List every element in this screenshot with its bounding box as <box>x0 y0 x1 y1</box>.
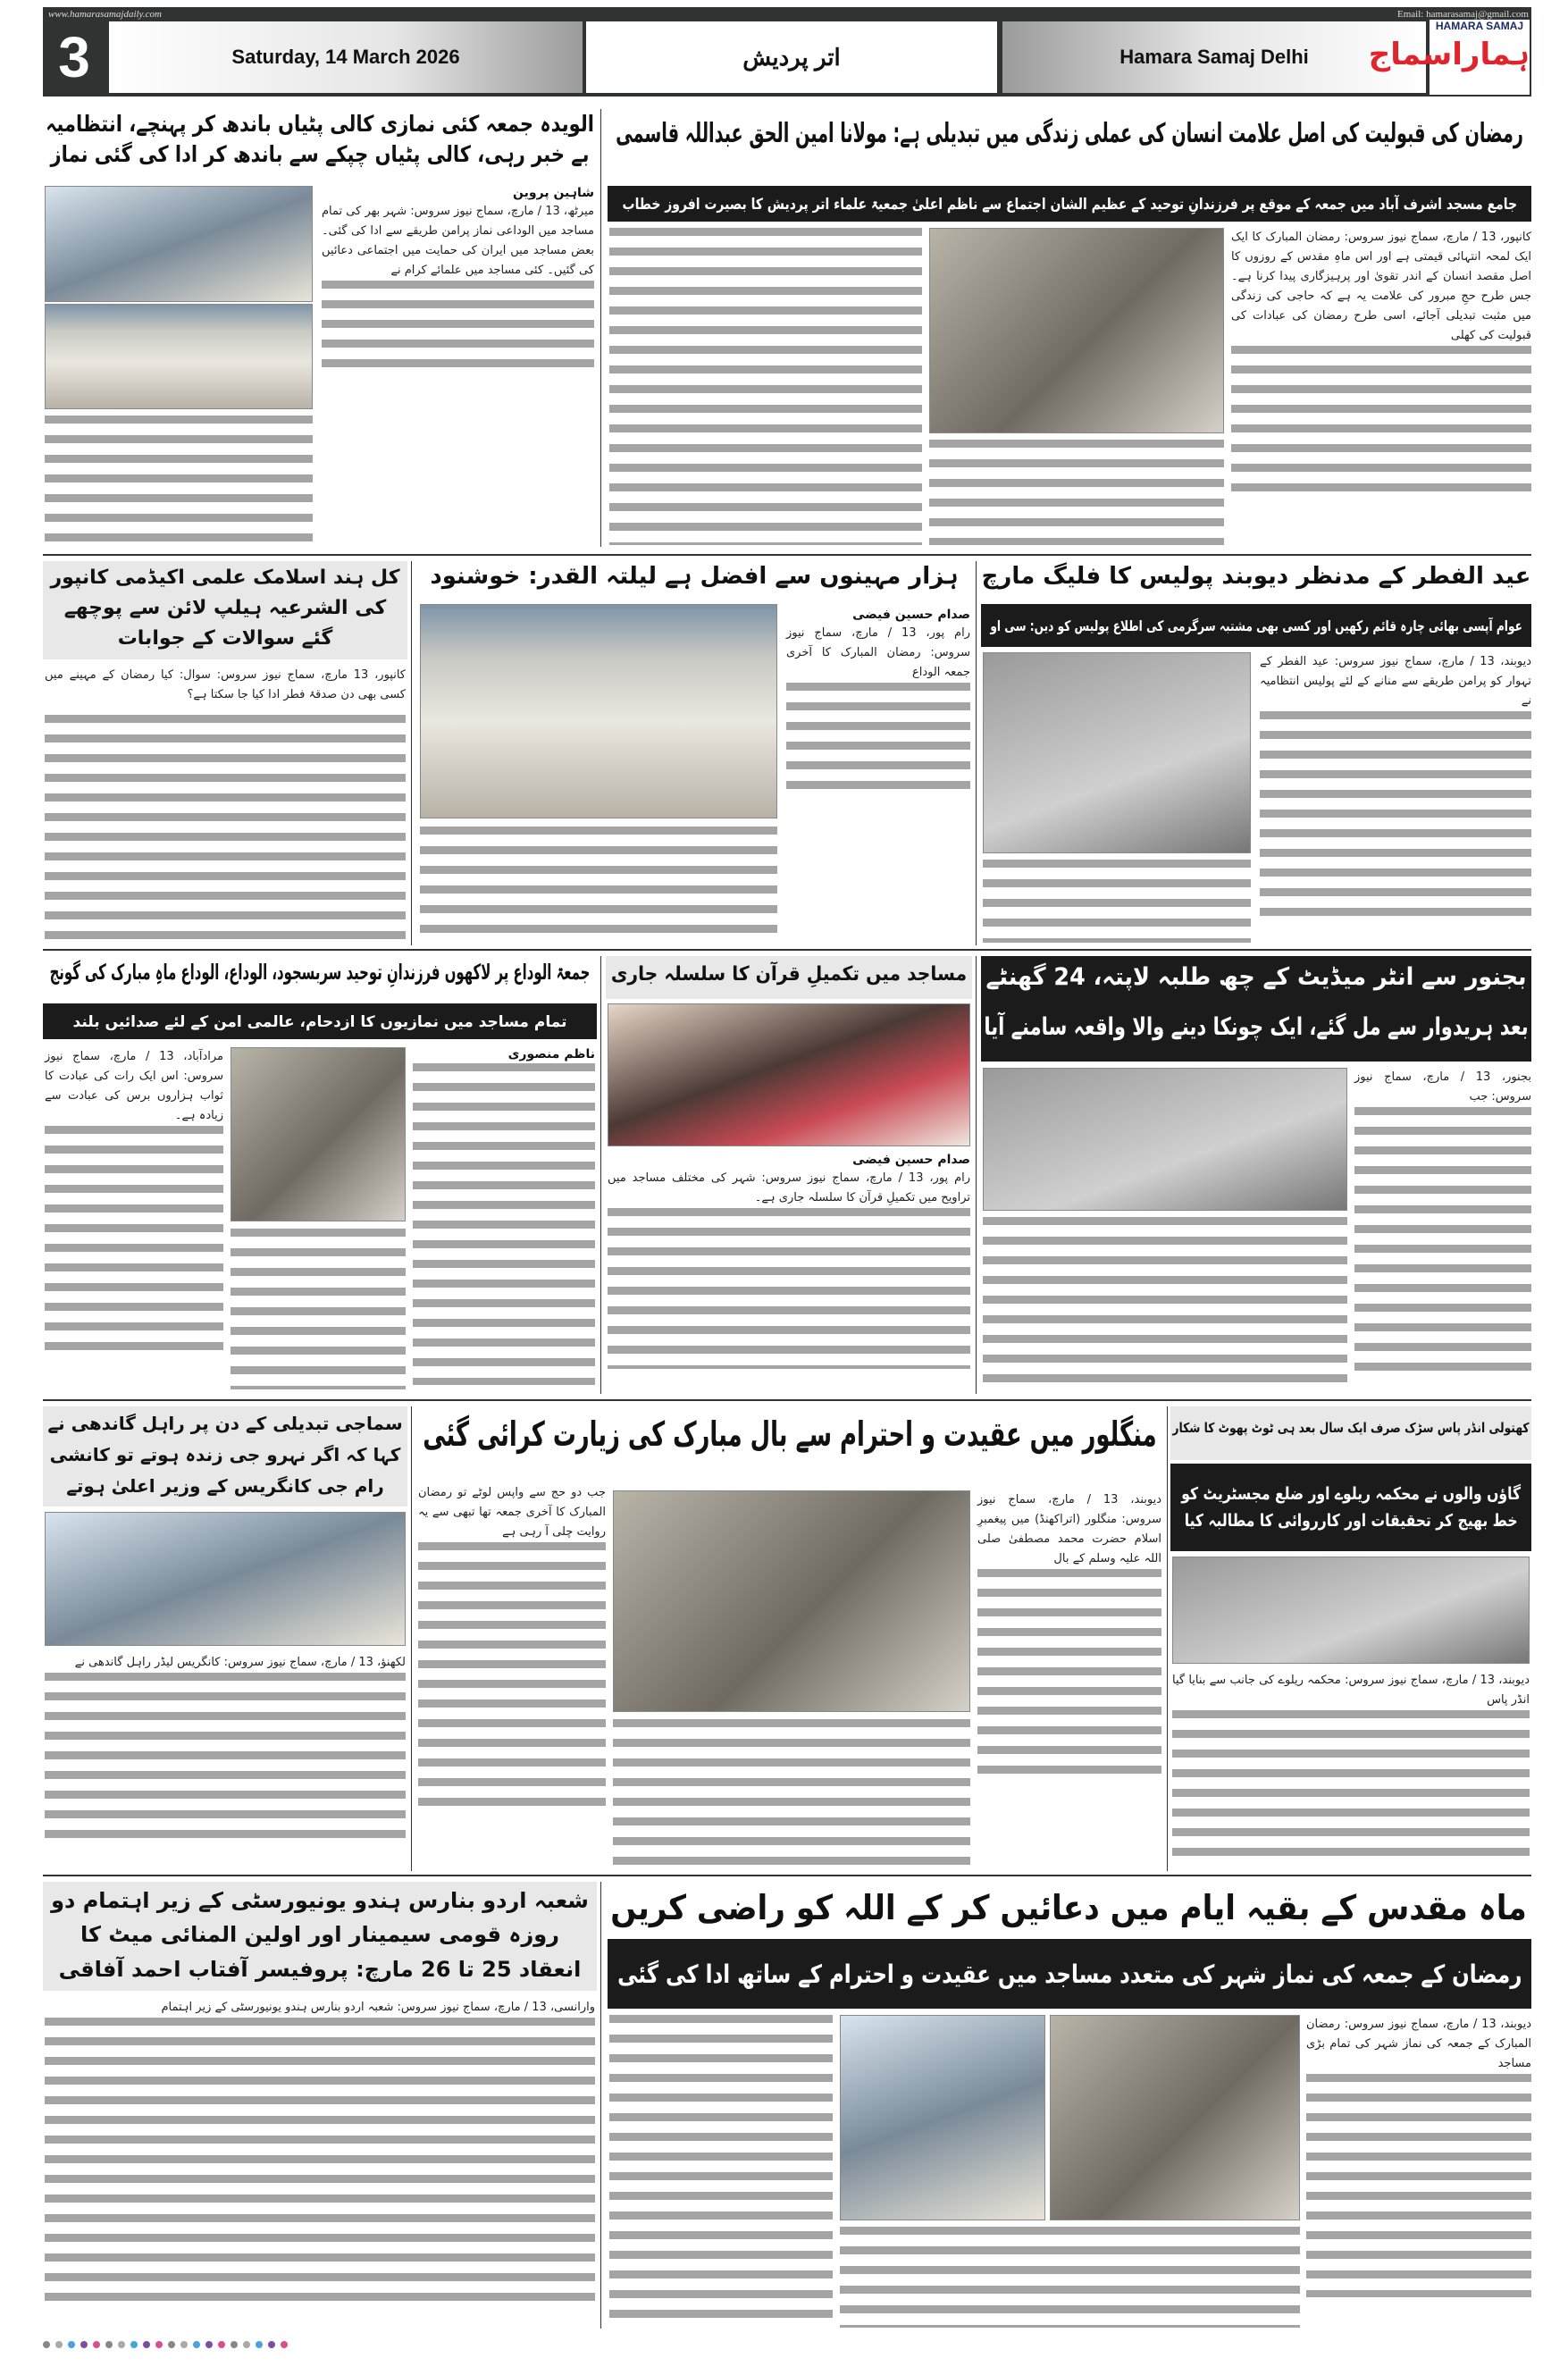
section-title: اتر پردیش <box>586 21 997 93</box>
headline-rahul-gandhi: سماجی تبدیلی کے دن پر راہل گاندھی نے کہا کہ اگر نہرو جی زندہ ہوتے تو کانشی رام جی کانگریس کے وزیر اعلیٰ ہوتے <box>47 1413 403 1497</box>
email-address[interactable]: Email: hamarasamaj@gmail.com <box>1397 9 1529 20</box>
column-divider <box>411 561 412 945</box>
story-lead: رام پور، 13 / مارچ، سماج نیوز سروس: شہر کی مختلف مساجد میں تراویح میں تکمیلِ قرآن کا سلسلہ جاری ہے۔ <box>608 1171 971 1204</box>
story-rahul-body <box>45 1653 406 1842</box>
story-text <box>418 1542 606 1810</box>
headline-bijnor-1: بجنور سے انٹر میڈیٹ کے چھ طلبہ لاپتہ، 24 گھنٹے <box>985 963 1527 991</box>
photo-worshippers <box>45 304 313 409</box>
headline-bhu-seminar: شعبہ اردو بنارس ہندو یونیورسٹی کے زیر اہتمام دو روزہ قومی سیمینار اور اولین المنائی میٹ کا انعقاد 25 تا 26 مارچ: پروفیسر آفتاب احمد آفاقی <box>51 1888 589 1982</box>
logo-english: HAMARA SAMAJ <box>1435 20 1524 32</box>
byline: شاہین پروین <box>513 186 594 200</box>
photo-rahul-gandhi <box>45 1512 406 1646</box>
story-manglaur-col <box>418 1483 606 1810</box>
photo-children-praying <box>1050 2015 1300 2220</box>
story-text <box>231 1229 406 1389</box>
story-lead: دیوبند، 13 / مارچ، سماج نیوز سروس: منگلور (اتراکھنڈ) میں پیغمبرِ اسلام حضرت محمد مصطفیٰ صلی اللہ علیہ وسلم کے بال <box>977 1493 1161 1565</box>
story-lead: لکھنؤ، 13 / مارچ، سماج نیوز سروس: کانگریس لیڈر راہل گاندھی نے <box>74 1656 406 1669</box>
story-text <box>609 228 922 545</box>
headline-ramadan-qasmi: رمضان کی قبولیت کی اصل علامت انسان کی عملی زندگی میں تبدیلی ہے: مولانا امین الحق عبداللہ قاسمی <box>616 118 1523 149</box>
subhead-ramadan-qasmi: جامع مسجد اشرف آباد میں جمعہ کے موقع پر فرزندانِ توحید کے عظیم الشان اجتماع سے ناظم اعلیٰ جمعیۃ علماء اتر پردیش کا بصیرت افروز خطاب <box>622 195 1517 214</box>
story-laylatul-body <box>786 608 970 799</box>
subhead-box <box>608 186 1531 222</box>
kicker-khatauli: کھتولی انڈر پاس سڑک صرف ایک سال بعد ہی ٹوٹ پھوٹ کا شکار <box>1172 1420 1530 1436</box>
headline-jumatul-wida: جمعۃ الوداع پر لاکھوں فرزندانِ توحید سربسجود، الوداع، الوداع ماہِ مبارک کی گونج <box>49 960 591 985</box>
subhead-jumatul-wida: تمام مساجد میں نمازیوں کا ازدحام، عالمی امن کے لئے صدائیں بلند <box>72 1012 567 1031</box>
newspaper-logo <box>1368 20 1530 95</box>
headline-khatauli: گاؤں والوں نے محکمہ ریلوے اور ضلع مجسٹریٹ کو خط بھیج کر تحقیقات اور کارروائی کا مطالبہ کیا <box>1181 1483 1521 1531</box>
story-text <box>420 827 777 943</box>
story-text <box>929 440 1224 545</box>
story-lead: بجنور، 13 / مارچ، سماج نیوز سروس: جب <box>1354 1070 1531 1104</box>
column-divider <box>976 956 977 1394</box>
story-text <box>1172 1710 1530 1862</box>
photo-jumma-congregation <box>420 604 777 818</box>
story-text <box>413 1063 595 1385</box>
row-divider <box>43 554 1531 556</box>
website-url[interactable]: www.hamarasamajdaily.com <box>48 9 162 20</box>
row-divider <box>43 949 1531 951</box>
photo-imam-speaking <box>231 1047 406 1221</box>
subhead-box <box>981 604 1531 647</box>
story-text <box>1306 2074 1531 2297</box>
story-text <box>1231 346 1531 503</box>
story-text <box>1260 711 1531 917</box>
story-text <box>45 2018 595 2304</box>
story-takmeel-body <box>608 1153 970 1369</box>
headline-dua: ماہ مقدس کے بقیہ ایام میں دعائیں کر کے اللہ کو راضی کریں <box>610 1888 1527 1927</box>
story-text <box>609 2015 833 2328</box>
story-text <box>608 1208 970 1369</box>
story-wida-col <box>45 1047 223 1358</box>
story-dua-body <box>1306 2015 1531 2297</box>
story-lead: دیوبند، 13 / مارچ، سماج نیوز سروس: محکمہ ریلوے کی جانب سے بنایا گیا انڈر پاس <box>1172 1674 1530 1707</box>
story-bhu-body <box>45 1998 595 2304</box>
headline-manglaur: منگلور میں عقیدت و احترام سے بال مبارک کی زیارت کرائی گئی <box>423 1414 1157 1454</box>
story-text <box>45 1126 223 1358</box>
story-text <box>45 1673 406 1842</box>
story-alvida-body <box>322 186 594 379</box>
column-divider <box>600 109 601 547</box>
story-lead: مرادآباد، 13 / مارچ، سماج نیوز سروس: اس ایک رات کی عبادت کا ثواب ہزاروں برس کی عبادت سے زیادہ ہے۔ <box>45 1050 223 1122</box>
byline: صدام حسین فیضی <box>852 608 970 622</box>
story-lead: دیوبند، 13 / مارچ، سماج نیوز سروس: رمضان المبارک کے جمعہ کی نماز شہر کی تمام بڑی مساجد <box>1306 2018 1531 2070</box>
photo-imam-mosque <box>840 2015 1045 2220</box>
headline-laylatul-qadr: ہزار مہینوں سے افضل ہے لیلتہ القدر: خوشنود <box>430 563 959 590</box>
photo-broken-road <box>1172 1557 1530 1664</box>
story-text <box>977 1569 1161 1783</box>
story-police-body <box>1260 652 1531 917</box>
story-manglaur-body <box>977 1490 1161 1783</box>
photo-prayer-leader <box>45 186 313 302</box>
story-text <box>983 1217 1347 1391</box>
photo-flag-march <box>983 652 1251 853</box>
headline-bijnor-2: بعد ہریدوار سے مل گئے، ایک چونکا دینے والا واقعہ سامنے آیا <box>984 1013 1529 1041</box>
story-lead: جب دو حج سے واپس لوٹے تو رمضان المبارک کا آخری جمعہ تھا تبھی سے یہ روایت چلی آ رہی ہے <box>418 1486 606 1539</box>
headline-box-dark <box>1170 1464 1531 1551</box>
story-lead: کانپور، 13 / مارچ، سماج نیوز سروس: رمضان المبارک کا ایک ایک لمحہ انتہائی قیمتی ہے اور اس ماہِ مقدس کے روزوں کا اصل مقصد انسان کے اندر تقویٰ اور پرہیزگاری پیدا کرنا ہے۔ جس طرح حجِ مبرور کی علامت یہ ہے کہ حاجی کی زندگی میں مثبت تبدیلی آجائے، اسی طرح رمضان کی عبادات کی قبولیت کی کھلی <box>1231 231 1532 342</box>
footer-color-dots <box>43 2339 1531 2350</box>
photo-speaker-mosque <box>929 228 1224 433</box>
column-divider <box>976 561 977 945</box>
story-lead: وارانسی، 13 / مارچ، سماج نیوز سروس: شعبہ اردو بنارس ہندو یونیورسٹی کے زیر اہتمام <box>161 2001 595 2014</box>
story-text <box>45 415 313 545</box>
subhead-deoband-police: عوام آپسی بھائی چارہ قائم رکھیں اور کسی بھی مشتبہ سرگرمی کی اطلاع پولیس کو دیں: سی او <box>990 617 1522 634</box>
byline: ناظم منصوری <box>507 1047 595 1062</box>
story-lead: رام پور، 13 / مارچ، سماج نیوز سروس: رمضان المبارک کا آخری جمعہ الوداع <box>786 626 970 679</box>
story-text <box>840 2227 1300 2328</box>
column-divider <box>411 1406 412 1871</box>
story-lead: میرٹھ، 13 / مارچ، سماج نیوز سروس: شہر بھر کی تمام مساجد میں الوداعی نماز پرامن طریقے سے ادا کی گئی۔ بعض مساجد میں ایران کی حمایت میں اجتماعی دعائیں کی گئیں۔ کئی مساجد میں علمائے کرام نے <box>322 205 594 277</box>
story-text <box>1354 1107 1531 1375</box>
story-ramadan-body <box>1231 228 1531 503</box>
photo-bijnor-crowd <box>983 1068 1347 1211</box>
logo-urdu: ہماراسماج <box>1368 37 1530 72</box>
row-divider <box>43 1399 1531 1401</box>
issue-date: Saturday, 14 March 2026 <box>109 21 583 93</box>
story-bijnor-body <box>1354 1068 1531 1375</box>
story-wida-body <box>413 1047 595 1385</box>
subhead-box <box>43 1003 597 1039</box>
column-divider <box>1167 1406 1168 1871</box>
headline-helpline: کل ہند اسلامک علمی اکیڈمی کانپور کی الشرعیہ ہیلپ لائن سے پوچھے گئے سوالات کے جوابات <box>50 566 400 650</box>
story-text <box>322 281 594 379</box>
subhead-dua: رمضان کے جمعہ کی نماز شہر کی متعدد مساجد میں عقیدت و احترام کے ساتھ ادا کی گئی <box>616 1959 1522 1989</box>
byline: صدام حسین فیضی <box>852 1153 970 1167</box>
page-number: 3 <box>58 25 90 89</box>
subhead-box <box>608 1939 1531 2009</box>
story-lead: دیوبند، 13 / مارچ، سماج نیوز سروس: عید الفطر کے تہوار کو پرامن طریقے سے منانے کے لئے پولیس انتظامیہ نے <box>1260 655 1531 708</box>
headline-takmeel-quran: مساجد میں تکمیلِ قرآن کا سلسلہ جاری <box>610 963 968 986</box>
row-divider <box>43 1875 1531 1876</box>
story-khatauli-body <box>1172 1671 1530 1862</box>
headline-alvida: الویدہ جمعہ کئی نمازی کالی پٹیاں باندھ کر پہنچے، انتظامیہ بے خبر رہی، کالی پٹیاں چپکے سے باندھ کر ادا کی گئی نماز <box>46 111 594 167</box>
story-text <box>983 860 1251 943</box>
story-text <box>613 1719 970 1867</box>
story-lead: کانپور، 13 مارچ، سماج نیوز سروس: سوال: کیا رمضان کے مہینے میں کسی بھی دن صدقۂ فطر ادا کیا جا سکتا ہے؟ <box>45 668 406 701</box>
story-text <box>45 715 406 943</box>
column-divider <box>600 956 601 1394</box>
story-text <box>786 683 970 799</box>
photo-bal-mubarak-ziyarat <box>613 1490 970 1712</box>
photo-hafiz-students <box>608 1003 970 1146</box>
headline-deoband-police: عید الفطر کے مدنظر دیوبند پولیس کا فلیگ مارچ <box>981 563 1531 590</box>
column-divider <box>600 1882 601 2329</box>
paper-name-english: Hamara Samaj Delhi <box>1002 21 1426 93</box>
